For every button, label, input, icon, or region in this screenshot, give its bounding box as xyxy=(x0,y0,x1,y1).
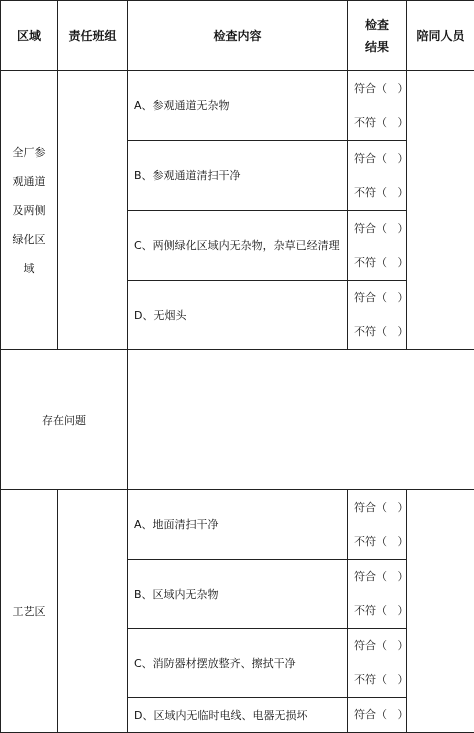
header-row xyxy=(1,1,474,71)
result-cell[interactable] xyxy=(348,698,407,733)
header-escort: 陪同人员 xyxy=(407,1,474,71)
result-cell[interactable] xyxy=(348,71,407,141)
header-result xyxy=(348,1,407,71)
pass-option[interactable]: 符合（ ） xyxy=(354,500,409,514)
area-line: 域 xyxy=(23,261,35,275)
result-cell[interactable] xyxy=(348,629,407,698)
pass-option[interactable]: 符合（ ） xyxy=(354,291,409,304)
result-cell[interactable] xyxy=(348,281,407,350)
pass-option[interactable]: 符合（ ） xyxy=(354,221,409,235)
pass-option[interactable]: 符合（ ） xyxy=(354,639,409,652)
escort-cell[interactable] xyxy=(407,71,474,350)
header-team: 责任班组 xyxy=(58,1,128,71)
result-cell[interactable] xyxy=(348,211,407,281)
fail-option[interactable]: 不符（ ） xyxy=(354,255,409,269)
team-cell[interactable] xyxy=(58,490,128,733)
area-cell-walkway xyxy=(1,71,58,350)
check-item: C、两侧绿化区域内无杂物，杂草已经清理 xyxy=(128,211,348,281)
result-cell[interactable] xyxy=(348,141,407,211)
header-result-line1: 检查 xyxy=(364,17,389,32)
fail-option[interactable]: 不符（ ） xyxy=(354,185,409,199)
fail-option[interactable]: 不符（ ） xyxy=(354,115,409,129)
fail-option[interactable]: 不符（ ） xyxy=(354,534,409,548)
table-row xyxy=(1,71,474,141)
fail-option[interactable]: 不符（ ） xyxy=(354,604,409,617)
check-item: D、无烟头 xyxy=(128,281,348,350)
area-line: 观通道 xyxy=(12,174,46,188)
area-line: 全厂参 xyxy=(12,145,46,159)
problems-field[interactable] xyxy=(128,350,474,490)
pass-option[interactable]: 符合（ ） xyxy=(354,81,409,95)
problems-row xyxy=(1,350,474,490)
escort-cell[interactable] xyxy=(407,490,474,733)
area-cell-process: 工艺区 xyxy=(1,490,58,733)
fail-option[interactable]: 不符（ ） xyxy=(354,673,409,686)
header-result-line2: 结果 xyxy=(364,39,389,54)
check-item: A、地面清扫干净 xyxy=(128,490,348,560)
check-item: C、消防器材摆放整齐、擦拭干净 xyxy=(128,629,348,698)
check-item: B、区域内无杂物 xyxy=(128,560,348,629)
problems-label: 存在问题 xyxy=(1,350,128,490)
area-line: 绿化区 xyxy=(12,232,46,246)
area-line: 及两侧 xyxy=(12,203,46,217)
check-item: A、参观通道无杂物 xyxy=(128,71,348,141)
pass-option[interactable]: 符合（ ） xyxy=(354,151,409,165)
pass-option[interactable]: 符合（ ） xyxy=(354,570,409,583)
team-cell[interactable] xyxy=(58,71,128,350)
fail-option[interactable]: 不符（ ） xyxy=(354,325,409,338)
result-cell[interactable] xyxy=(348,560,407,629)
header-area: 区域 xyxy=(1,1,58,71)
header-content: 检查内容 xyxy=(128,1,348,71)
result-cell[interactable] xyxy=(348,490,407,560)
check-item: D、区域内无临时电线、电器无损坏 xyxy=(128,698,348,733)
check-item: B、参观通道清扫干净 xyxy=(128,141,348,211)
pass-option[interactable]: 符合（ ） xyxy=(354,708,409,721)
table-row xyxy=(1,490,474,560)
